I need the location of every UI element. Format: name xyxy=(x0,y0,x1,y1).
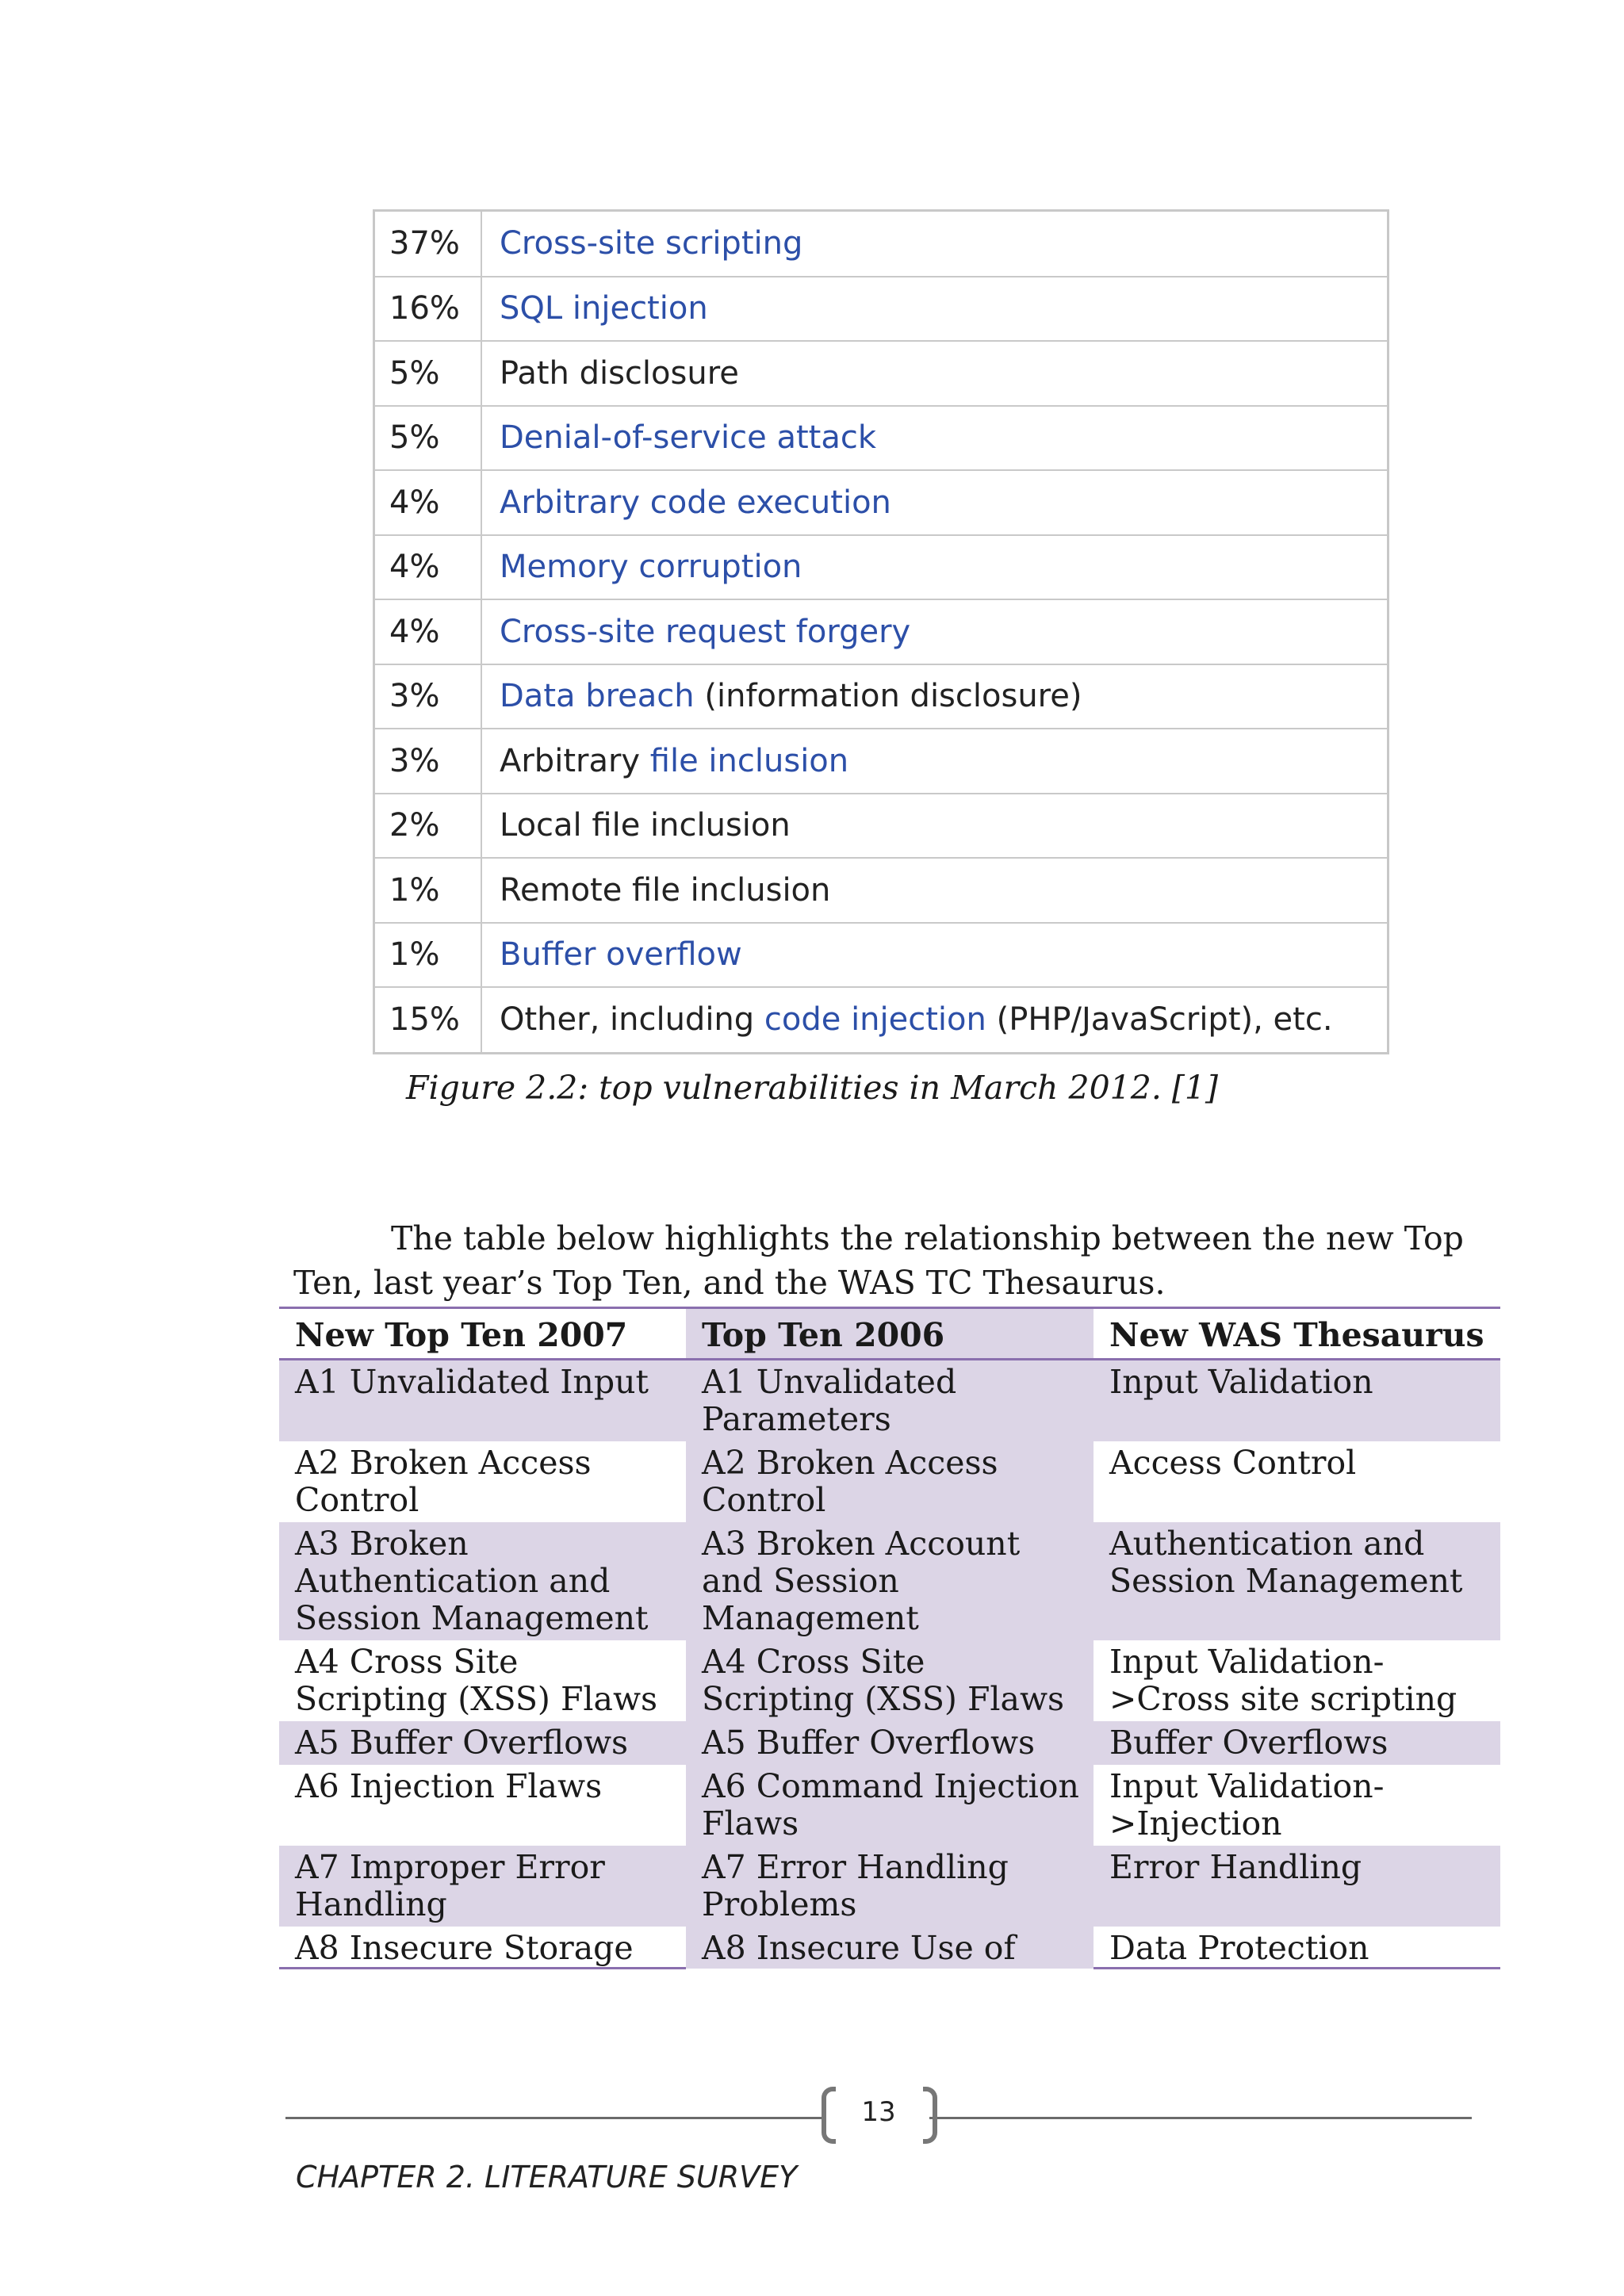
vulnerability-name xyxy=(481,664,1387,729)
figure-caption: Figure 2.2: top vulnerabilities in March 2012. [1] xyxy=(406,1069,1218,1107)
table-row xyxy=(375,664,1387,729)
vulnerability-name xyxy=(481,987,1387,1052)
vulnerability-name xyxy=(481,212,1387,277)
vulnerability-percent: 15% xyxy=(375,987,481,1052)
vulnerability-link[interactable]: SQL injection xyxy=(500,290,708,327)
vulnerability-link[interactable]: Cross-site scripting xyxy=(500,225,803,262)
table-row xyxy=(375,794,1387,859)
vulnerability-name xyxy=(481,535,1387,600)
vulnerability-percent: 3% xyxy=(375,664,481,729)
vulnerability-text: Remote file inclusion xyxy=(500,871,831,909)
cell-was-thesaurus: Authentication and Session Management xyxy=(1094,1522,1500,1640)
vulnerability-text: (PHP/JavaScript), etc. xyxy=(986,1001,1333,1039)
vulnerability-percent: 1% xyxy=(375,858,481,923)
header-new-was-thesaurus: New WAS Thesaurus xyxy=(1094,1308,1500,1360)
table-row xyxy=(375,987,1387,1052)
cell-was-thesaurus: Input Validation xyxy=(1094,1360,1500,1442)
vulnerability-link[interactable]: Arbitrary code execution xyxy=(500,484,891,521)
table-row xyxy=(279,1522,1500,1640)
cell-top-ten-2006: A8 Insecure Use of xyxy=(686,1927,1094,1969)
table-row xyxy=(279,1360,1500,1442)
cell-top-ten-2007: A8 Insecure Storage xyxy=(279,1927,686,1969)
vulnerability-text: Other, including xyxy=(500,1001,764,1039)
cell-top-ten-2006: A3 Broken Account and Session Management xyxy=(686,1522,1094,1640)
table-row xyxy=(279,1765,1500,1846)
table-row xyxy=(375,535,1387,600)
cell-top-ten-2006: A7 Error Handling Problems xyxy=(686,1846,1094,1927)
vulnerability-link[interactable]: Memory corruption xyxy=(500,549,802,586)
cell-was-thesaurus: Data Protection xyxy=(1094,1927,1500,1969)
vulnerability-percent: 3% xyxy=(375,729,481,794)
cell-top-ten-2007: A2 Broken Access Control xyxy=(295,1444,592,1519)
table-row xyxy=(375,729,1387,794)
vulnerability-name xyxy=(481,406,1387,471)
page-number: 13 xyxy=(861,2096,896,2128)
cell-top-ten-2007: A7 Improper Error Handling xyxy=(279,1846,686,1927)
table-row xyxy=(279,1441,1500,1522)
vulnerability-percent: 4% xyxy=(375,470,481,535)
table-row xyxy=(279,1640,1500,1721)
cell-was-thesaurus: Buffer Overflows xyxy=(1094,1721,1500,1765)
vulnerability-figure xyxy=(373,209,1389,1054)
cell-was-thesaurus: Input Validation->Injection xyxy=(1109,1767,1385,1843)
vulnerability-name xyxy=(481,923,1387,988)
table-row xyxy=(375,277,1387,342)
vulnerability-percent: 4% xyxy=(375,599,481,664)
vulnerability-percent: 5% xyxy=(375,406,481,471)
cell-top-ten-2006: A1 Unvalidated Parameters xyxy=(686,1360,1094,1442)
cell-top-ten-2007: A1 Unvalidated Input xyxy=(279,1360,686,1442)
table-row xyxy=(375,406,1387,471)
cell-top-ten-2007: A3 Broken Authentication and Session Management xyxy=(279,1522,686,1640)
vulnerability-link[interactable]: Data breach xyxy=(500,678,695,715)
top-ten-mapping-table xyxy=(279,1307,1500,1969)
table-row xyxy=(375,923,1387,988)
vulnerability-percent: 16% xyxy=(375,277,481,342)
cell-top-ten-2007: A5 Buffer Overflows xyxy=(279,1721,686,1765)
cell-top-ten-2006: A5 Buffer Overflows xyxy=(686,1721,1094,1765)
vulnerability-percent: 4% xyxy=(375,535,481,600)
intro-paragraph: The table below highlights the relationship between the new Top Ten, last year’s Top Ten, and the WAS TC Thesaurus. xyxy=(293,1219,1464,1302)
vulnerability-text: (information disclosure) xyxy=(694,678,1082,715)
page-number-right-brace xyxy=(923,2087,937,2144)
footer-rule-right xyxy=(929,2117,1472,2119)
vulnerability-name xyxy=(481,277,1387,342)
table-row xyxy=(279,1721,1500,1765)
cell-was-thesaurus: Access Control xyxy=(1109,1444,1357,1482)
vulnerability-name xyxy=(481,341,1387,406)
table-header-row xyxy=(279,1308,1500,1360)
vulnerability-percent: 37% xyxy=(375,212,481,277)
table-row xyxy=(375,858,1387,923)
footer-rule-left xyxy=(285,2117,825,2119)
table-row xyxy=(375,212,1387,277)
header-top-ten-2006: Top Ten 2006 xyxy=(686,1308,1094,1360)
vulnerability-link[interactable]: Buffer overflow xyxy=(500,936,742,974)
vulnerability-table xyxy=(375,212,1387,1052)
vulnerability-text: Local file inclusion xyxy=(500,807,791,844)
table-row xyxy=(375,599,1387,664)
vulnerability-link[interactable]: Cross-site request forgery xyxy=(500,613,911,650)
cell-top-ten-2007: A6 Injection Flaws xyxy=(295,1767,603,1805)
vulnerability-link[interactable]: code injection xyxy=(764,1001,986,1039)
vulnerability-percent: 2% xyxy=(375,794,481,859)
vulnerability-name xyxy=(481,858,1387,923)
table-row xyxy=(279,1927,1500,1969)
table-row xyxy=(279,1846,1500,1927)
vulnerability-link[interactable]: file inclusion xyxy=(649,742,849,779)
chapter-footer: CHAPTER 2. LITERATURE SURVEY xyxy=(296,2160,798,2195)
table-row xyxy=(375,470,1387,535)
cell-top-ten-2007: A4 Cross Site Scripting (XSS) Flaws xyxy=(295,1643,658,1718)
cell-top-ten-2006: A6 Command Injection Flaws xyxy=(686,1765,1094,1846)
vulnerability-text: Path disclosure xyxy=(500,354,739,392)
vulnerability-name xyxy=(481,470,1387,535)
vulnerability-name xyxy=(481,729,1387,794)
vulnerability-percent: 1% xyxy=(375,923,481,988)
vulnerability-text: Arbitrary xyxy=(500,742,650,779)
page-number-left-brace xyxy=(822,2087,836,2144)
cell-was-thesaurus: Error Handling xyxy=(1094,1846,1500,1927)
vulnerability-name xyxy=(481,794,1387,859)
vulnerability-percent: 5% xyxy=(375,341,481,406)
vulnerability-name xyxy=(481,599,1387,664)
header-new-top-ten-2007: New Top Ten 2007 xyxy=(279,1308,686,1360)
vulnerability-link[interactable]: Denial-of-service attack xyxy=(500,419,877,457)
cell-top-ten-2006: A2 Broken Access Control xyxy=(686,1441,1094,1522)
table-row xyxy=(375,341,1387,406)
cell-was-thesaurus: Input Validation->Cross site scripting xyxy=(1109,1643,1457,1718)
cell-top-ten-2006: A4 Cross Site Scripting (XSS) Flaws xyxy=(686,1640,1094,1721)
